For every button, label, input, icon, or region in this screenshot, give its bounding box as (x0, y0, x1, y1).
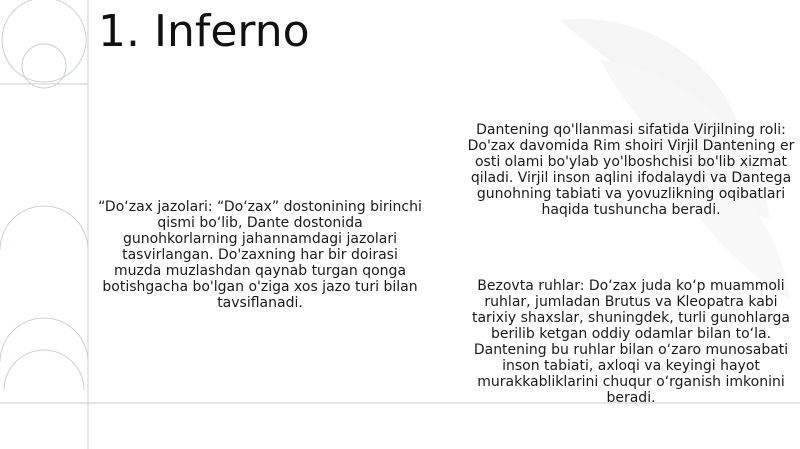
right-text-block-virgil: Dantening qo'llanmasi sifatida Virjilning roli: Do'zax davomida Rim shoiri Virjil Dantening er osti olami bo'ylab yo'lboshchisi bo'lib xizmat qiladi. Virjil inson aqlini ifodalaydi va Dantega gunohning tabiati va yovuzlikning oqibatlari haqida tushuncha beradi. (467, 122, 795, 218)
lower-arch-inner (4, 350, 84, 390)
right-text-block-souls: Bezovta ruhlar: Do‘zax juda ko‘p muammoli ruhlar, jumladan Brutus va Kleopatra kabi tarixiy shaxslar, shuningdek, turli gunohlarga berilib ketgan oddiy odamlar bilan to‘la. Dantening bu ruhlar bilan o‘zaro munosabati inson tabiati, axloqi va keyingi hayot murakkabliklarini chuqur o‘rganish imkonini beradi. (471, 278, 790, 406)
middle-arch (0, 206, 88, 250)
slide-title: 1. Inferno (98, 6, 310, 57)
top-small-circle (22, 44, 66, 88)
top-large-circle (2, 0, 86, 82)
lower-arch-outer (0, 318, 88, 449)
left-text-block: “Do‘zax jazolari: “Do‘zax” dostonining birinchi qismi bo‘lib, Dante dostonida gunohkorlarning jahannamdagi jazolari tasvirlangan. Do'zaxning har bir doirasi muzda muzlashdan qaynab turgan qonga botishgacha bo'lgan o'ziga xos jazo turi bilan tavsiflanadi. (98, 199, 422, 311)
